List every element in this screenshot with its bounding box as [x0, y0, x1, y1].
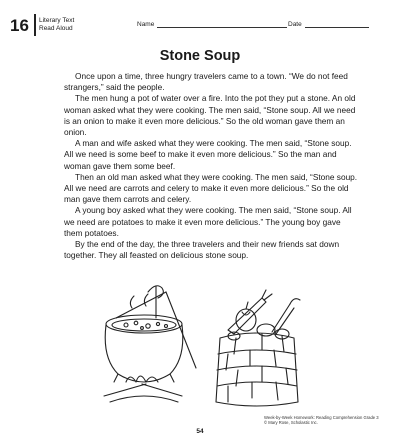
category-label	[39, 17, 74, 32]
story-text	[64, 71, 360, 261]
name-blank-line[interactable]	[157, 21, 287, 28]
date-label: Date	[288, 21, 302, 28]
name-field	[137, 21, 287, 28]
pot-rim-icon	[106, 315, 182, 333]
footer-credit	[264, 415, 384, 425]
footer-credit-line-2: © Mary Rose, Scholastic Inc.	[264, 420, 318, 425]
footer-credit-line-1: Week-by-Week Homework: Reading Comprehension Grade 3	[264, 415, 379, 420]
date-field	[288, 21, 369, 28]
potato-icon	[257, 324, 275, 336]
story-paragraph: Once upon a time, three hungry travelers came to a town. “We do not feed strangers,” said the people.	[64, 71, 348, 93]
page-number-badge: 16	[10, 16, 29, 35]
category-line-1: Literary Text	[39, 17, 75, 24]
name-label: Name	[137, 21, 155, 28]
story-title: Stone Soup	[159, 48, 241, 64]
footer-page-number: 54	[196, 428, 204, 435]
stone-soup-illustration	[96, 278, 308, 410]
date-blank-line[interactable]	[305, 21, 369, 28]
story-paragraph: A man and wife asked what they were cooking. The men said, “Stone soup. All we need is some beef to make it even more delicious.” So the man and woman gave them some beef.	[64, 138, 352, 171]
carrot-icon	[228, 298, 266, 334]
story-paragraph: Then an old man asked what they were cooking. The men said, “Stone soup. All we need are carrots and celery to make it even more delicious.” So the old man gave them carrots and celery.	[64, 171, 358, 205]
header-divider	[34, 14, 36, 36]
story-paragraph: By the end of the day, the three travelers and their new friends sat down together. They all feasted on delicious stone soup.	[64, 239, 340, 261]
category-line-2: Read Aloud	[39, 24, 73, 32]
story-paragraph: The men hung a pot of water over a fire. Into the pot they put a stone. An old woman asked what they were cooking. The men said, “Stone soup. All we need is an onion to make it even more delicious.” So the old woman gave them an onion.	[64, 93, 356, 138]
story-paragraph: A young boy asked what they were cooking. The men said, “Stone soup. All we need are potatoes to make it even more delicious.” The young boy gave them potatoes.	[64, 205, 352, 238]
